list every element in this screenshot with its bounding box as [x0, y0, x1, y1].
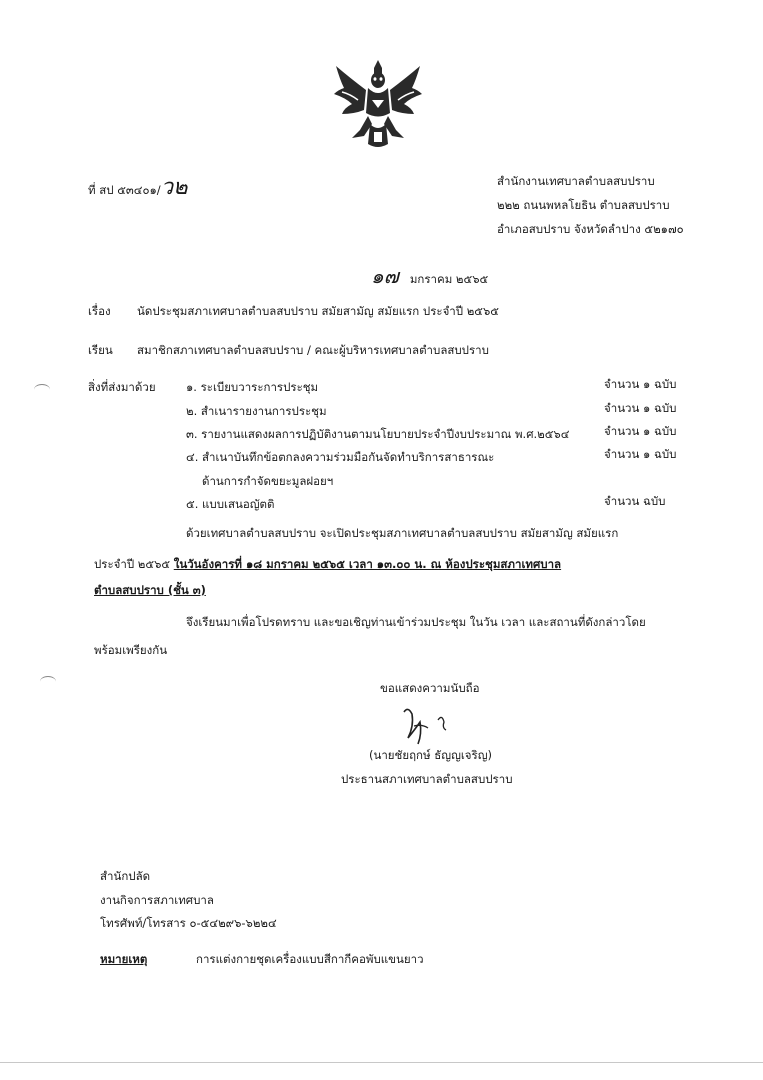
recipient-label: เรียน: [88, 343, 113, 357]
scan-edge-line: [0, 1062, 763, 1063]
enclosure-qty-5: จำนวน ฉบับ: [604, 494, 666, 508]
subject-label: เรื่อง: [88, 304, 111, 318]
sender-address-line-2: ๒๒๒ ถนนพหลโยธิน ตำบลสบปราบ: [497, 198, 670, 212]
footer-dept-line-2: งานกิจการสภาเทศบาล: [100, 893, 214, 907]
letter-date: [371, 260, 488, 292]
body-para2-line2: พร้อมเพรียงกัน: [94, 643, 168, 657]
enclosure-qty-4: จำนวน ๑ ฉบับ: [604, 447, 677, 461]
body-para1-line1: ด้วยเทศบาลตำบลสบปราบ จะเปิดประชุมสภาเทศบาลตำบลสบปราบ สมัยสามัญ สมัยแรก: [186, 526, 619, 540]
sender-address-line-3: อำเภอสบปราบ จังหวัดลำปาง ๕๒๑๗๐: [497, 222, 684, 236]
meeting-room: ตำบลสบปราบ (ชั้น ๓): [94, 583, 206, 597]
enclosures-label: สิ่งที่ส่งมาด้วย: [88, 380, 156, 394]
enclosure-item-1: ๑. ระเบียบวาระการประชุม: [186, 380, 319, 394]
footer-dept-line-3: โทรศัพท์/โทรสาร ๐-๕๔๒๙๖-๖๒๒๔: [100, 916, 277, 930]
document-reference: [88, 175, 188, 200]
enclosure-item-5: ๕. แบบเสนอญัตติ: [186, 497, 275, 511]
note-text: การแต่งกายชุดเครื่องแบบสีกากีคอพับแขนยาว: [196, 952, 424, 966]
signer-title: ประธานสภาเทศบาลตำบลสบปราบ: [341, 772, 513, 786]
enclosure-qty-3: จำนวน ๑ ฉบับ: [604, 424, 677, 438]
signature-icon: [398, 704, 468, 750]
punch-hole-mark: [34, 384, 50, 395]
sender-address-line-1: สำนักงานเทศบาลตำบลสบปราบ: [497, 174, 655, 188]
punch-hole-mark: [40, 676, 56, 687]
garuda-emblem-icon: [330, 58, 426, 152]
reference-number: ที่ สป ๕๓๔๐๑/: [88, 183, 161, 197]
enclosure-qty-1: จำนวน ๑ ฉบับ: [604, 377, 677, 391]
date-day-handwritten: ๑๗: [371, 264, 399, 288]
footer-dept-line-1: สำนักปลัด: [100, 869, 151, 883]
reference-handwritten: ว๒: [160, 175, 188, 200]
date-month-year: มกราคม ๒๕๖๕: [409, 272, 489, 286]
subject-text: นัดประชุมสภาเทศบาลตำบลสบปราบ สมัยสามัญ สมัยแรก ประจำปี ๒๕๖๕: [137, 304, 500, 318]
meeting-datetime-place: ในวันอังคารที่ ๑๘ มกราคม ๒๕๖๕ เวลา ๑๓.๐๐ น. ณ ห้องประชุมสภาเทศบาล: [173, 557, 562, 571]
enclosure-item-4: ๔. สำเนาบันทึกข้อตกลงความร่วมมือกันจัดทำบริการสาธารณะ: [186, 450, 495, 464]
body-para1-line2: [94, 557, 561, 571]
body-para1-line2-normal: ประจำปี ๒๕๖๕: [94, 557, 174, 571]
body-para2-line1: จึงเรียนมาเพื่อโปรดทราบ และขอเชิญท่านเข้าร่วมประชุม ในวัน เวลา และสถานที่ดังกล่าวโดย: [186, 615, 646, 629]
enclosure-item-2: ๒. สำเนารายงานการประชุม: [186, 404, 327, 418]
signer-name: (นายชัยฤกษ์ ธัญญเจริญ): [369, 748, 492, 762]
closing-salutation: ขอแสดงความนับถือ: [380, 681, 480, 695]
enclosure-item-4-cont: ด้านการกำจัดขยะมูลฝอยฯ: [202, 474, 334, 488]
recipient-text: สมาชิกสภาเทศบาลตำบลสบปราบ / คณะผู้บริหารเทศบาลตำบลสบปราบ: [137, 343, 489, 357]
enclosure-item-3: ๓. รายงานแสดงผลการปฏิบัติงานตามนโยบายประจำปีงบประมาณ พ.ศ.๒๕๖๔: [186, 427, 570, 441]
note-label: หมายเหตุ: [100, 952, 148, 966]
enclosure-qty-2: จำนวน ๑ ฉบับ: [604, 401, 677, 415]
